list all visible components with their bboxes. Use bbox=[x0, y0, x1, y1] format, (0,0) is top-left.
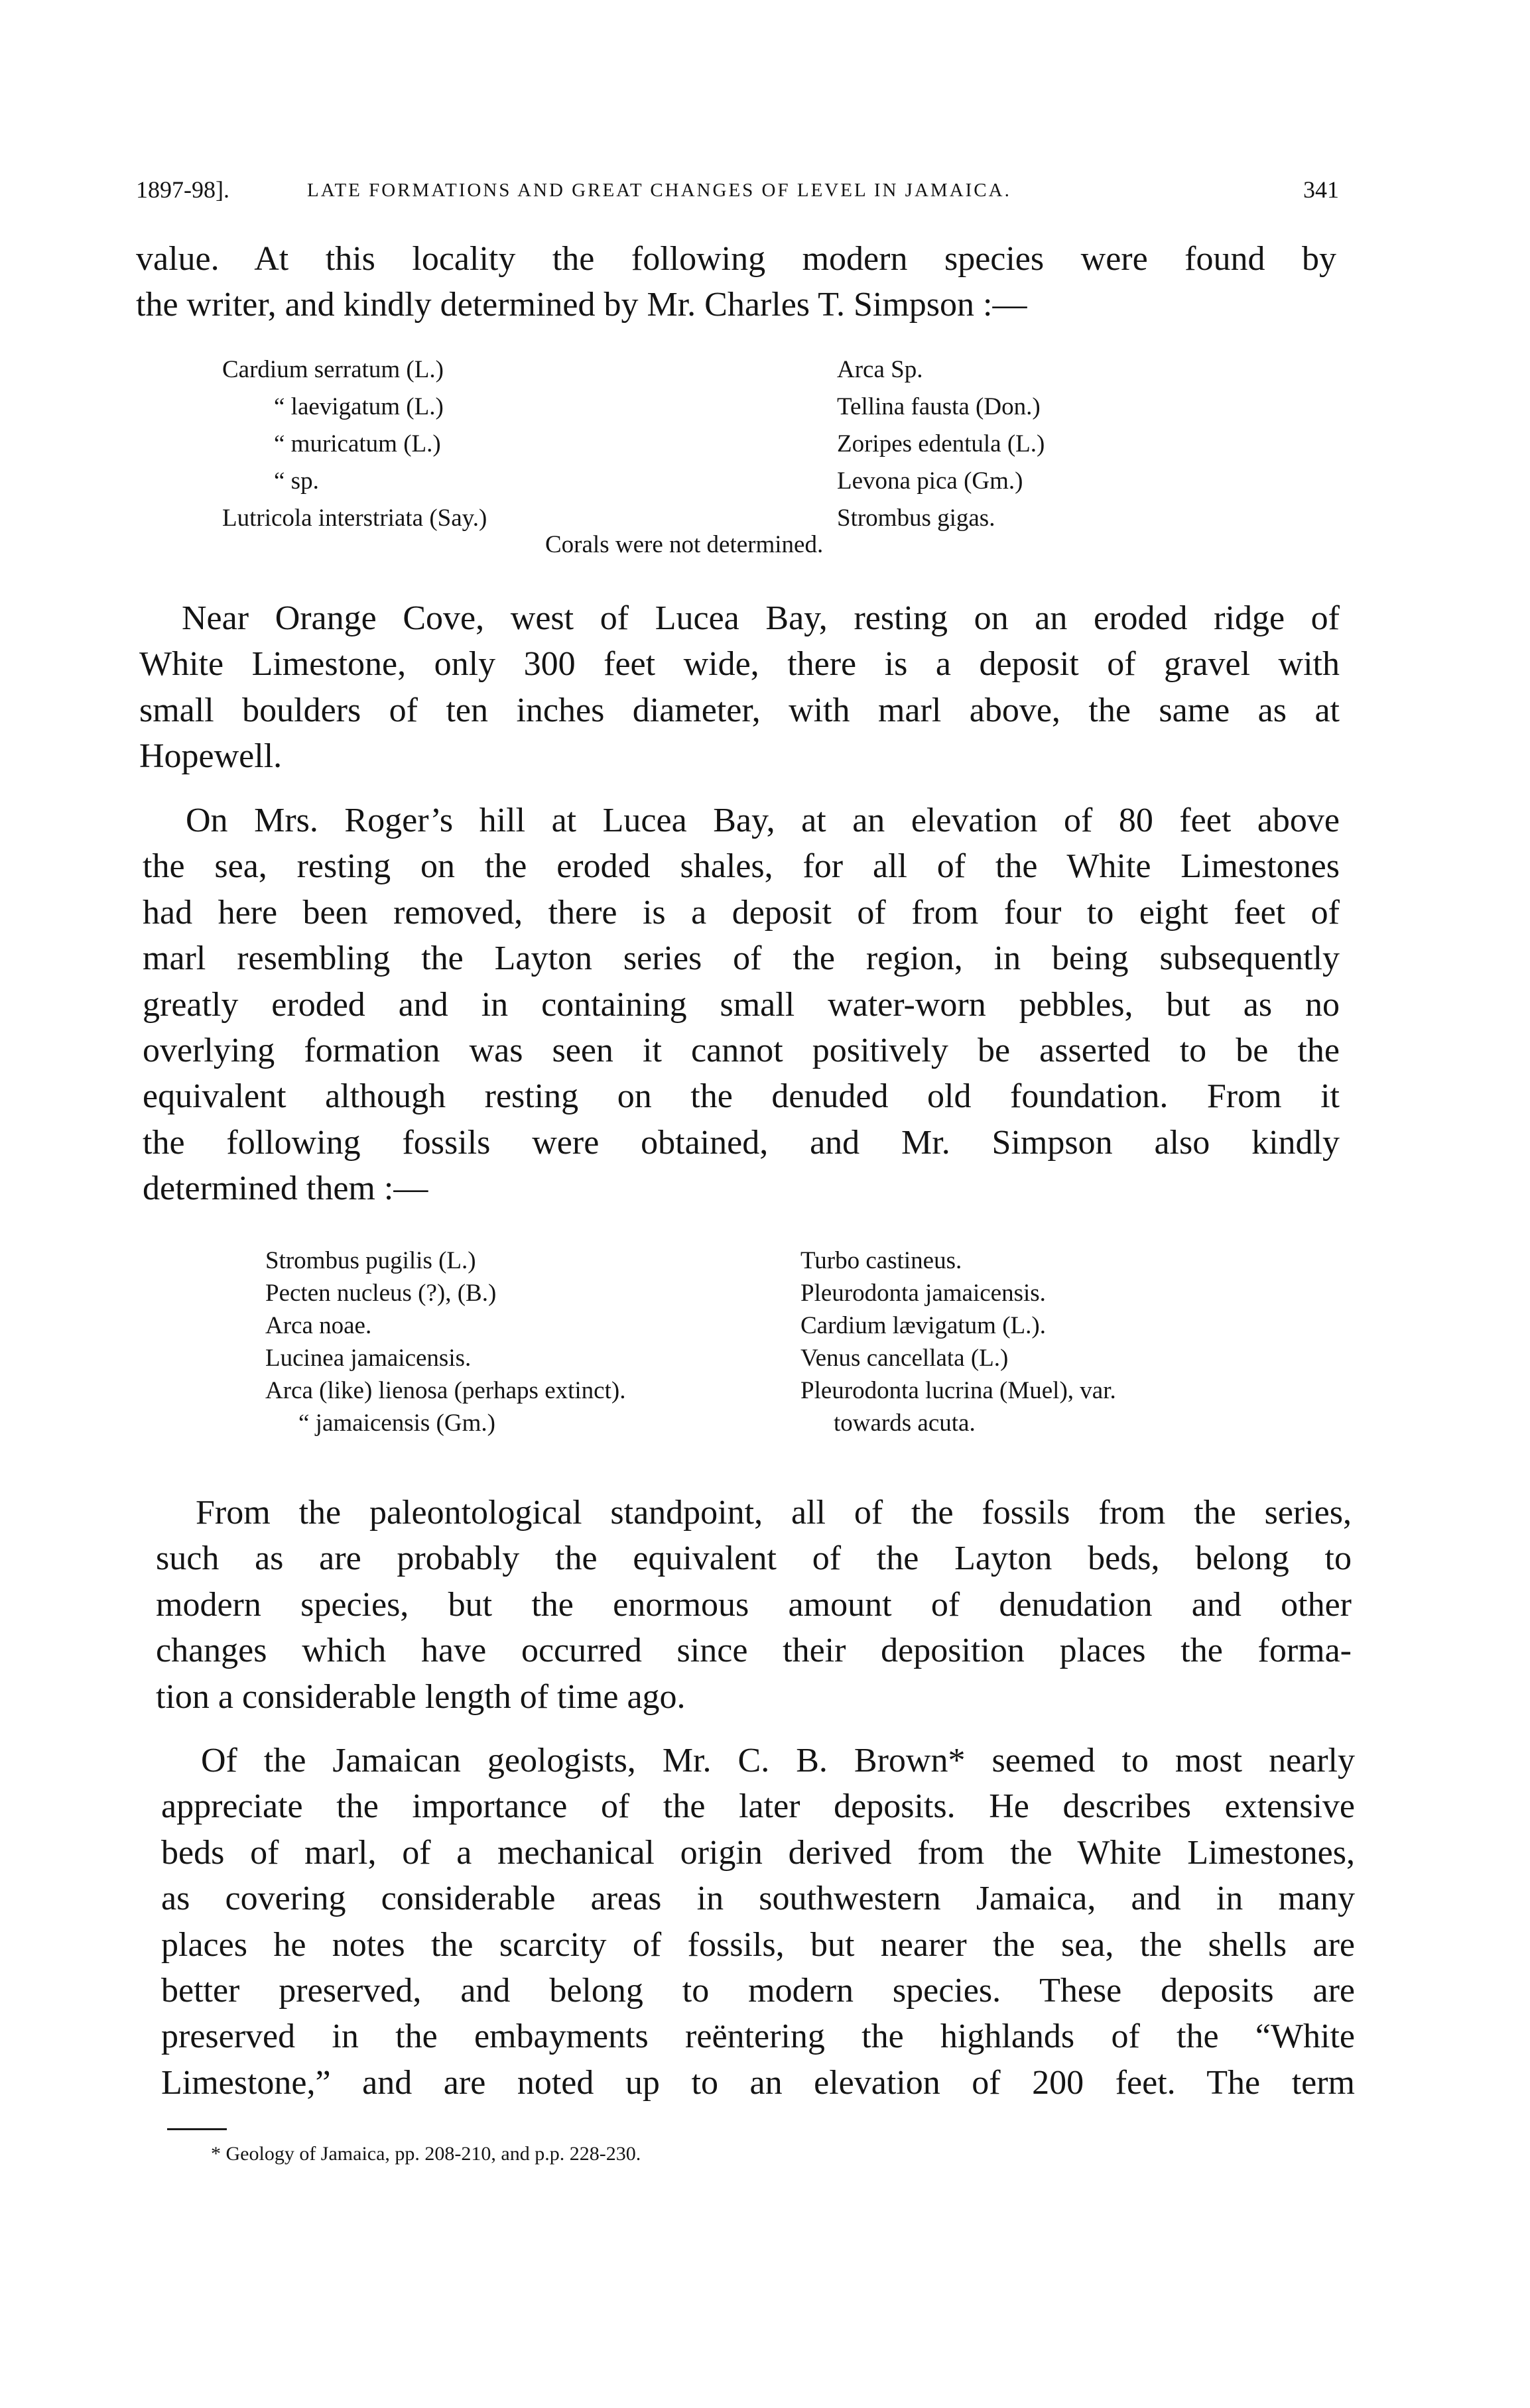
list-item: “ sp. bbox=[274, 467, 319, 495]
running-header bbox=[136, 176, 1339, 215]
species-list-1-right bbox=[837, 351, 1045, 537]
paragraph-5 bbox=[161, 1738, 1355, 2106]
text-line: greatly eroded and in containing small water-worn pebbles, but as no bbox=[143, 985, 1340, 1024]
text-line: appreciate the importance of the later deposits. He describes extensive bbox=[161, 1787, 1355, 1826]
header-year: 1897-98]. bbox=[136, 176, 229, 203]
text-line: overlying formation was seen it cannot positively be asserted to be the bbox=[143, 1032, 1340, 1070]
text-line: equivalent although resting on the denuded old foundation. From it bbox=[143, 1077, 1340, 1116]
text-line: the following fossils were obtained, and Mr. Simpson also kindly bbox=[143, 1123, 1340, 1162]
text-line: value. At this locality the following modern species were found by bbox=[136, 240, 1336, 278]
text-line: such as are probably the equivalent of the Layton beds, belong to bbox=[156, 1539, 1352, 1578]
text-line: determined them :— bbox=[143, 1170, 428, 1208]
list-item: Lucinea jamaicensis. bbox=[265, 1345, 472, 1372]
paragraph-2 bbox=[139, 595, 1340, 780]
list-item: Arca (like) lienosa (perhaps extinct). bbox=[265, 1377, 626, 1404]
paragraph-1 bbox=[136, 236, 1336, 328]
paragraph-4 bbox=[156, 1490, 1352, 1720]
list-item: Arca Sp. bbox=[837, 356, 923, 383]
list-item: Cardium serratum (L.) bbox=[222, 356, 444, 383]
footnote-rule bbox=[167, 2128, 227, 2130]
list-item: Levona pica (Gm.) bbox=[837, 467, 1023, 495]
text-line: the writer, and kindly determined by Mr. Charles T. Simpson :— bbox=[136, 286, 1027, 324]
text-line: White Limestone, only 300 feet wide, there is a deposit of gravel with bbox=[139, 645, 1340, 684]
list-item: “ laevigatum (L.) bbox=[274, 393, 444, 420]
text-line: small boulders of ten inches diameter, with marl above, the same as at bbox=[139, 691, 1340, 729]
list-item: Pleurodonta jamaicensis. bbox=[800, 1280, 1046, 1307]
list-item: Cardium lævigatum (L.). bbox=[800, 1312, 1046, 1339]
list-item: Pecten nucleus (?), (B.) bbox=[265, 1280, 497, 1307]
text-line: beds of marl, of a mechanical origin derived from the White Limestones, bbox=[161, 1833, 1355, 1872]
text-line: preserved in the embayments reëntering the highlands of the “White bbox=[161, 2017, 1355, 2056]
list-item: “ muricatum (L.) bbox=[274, 430, 441, 457]
list-item: Venus cancellata (L.) bbox=[800, 1345, 1009, 1372]
text-line: marl resembling the Layton series of the region, in being subsequently bbox=[143, 939, 1340, 978]
list-item: towards acuta. bbox=[834, 1410, 976, 1437]
list-item: Lutricola interstriata (Say.) bbox=[222, 505, 487, 532]
list-item: Arca noae. bbox=[265, 1312, 372, 1339]
text-line: as covering considerable areas in southwestern Jamaica, and in many bbox=[161, 1880, 1355, 1918]
page-number: 341 bbox=[1303, 176, 1339, 203]
list-item: Strombus pugilis (L.) bbox=[265, 1247, 476, 1274]
list-item: Turbo castineus. bbox=[800, 1247, 962, 1274]
text-line: had here been removed, there is a deposit of from four to eight feet of bbox=[143, 893, 1340, 932]
text-line: tion a considerable length of time ago. bbox=[156, 1677, 686, 1716]
paragraph-3 bbox=[143, 798, 1340, 1212]
list-item: “ jamaicensis (Gm.) bbox=[298, 1410, 495, 1437]
text-line: places he notes the scarcity of fossils, but nearer the sea, the shells are bbox=[161, 1925, 1355, 1964]
text-line: the sea, resting on the eroded shales, for all of the White Limestones bbox=[143, 847, 1340, 886]
text-line: Hopewell. bbox=[139, 737, 283, 776]
corals-note: Corals were not determined. bbox=[545, 531, 824, 558]
list-item: Zoripes edentula (L.) bbox=[837, 430, 1045, 457]
text-line: better preserved, and belong to modern species. These deposits are bbox=[161, 1972, 1355, 2010]
text-line: modern species, but the enormous amount of denudation and other bbox=[156, 1585, 1352, 1624]
text-line: Near Orange Cove, west of Lucea Bay, resting on an eroded ridge of bbox=[182, 599, 1340, 637]
text-line: On Mrs. Roger’s hill at Lucea Bay, at an elevation of 80 feet above bbox=[186, 802, 1340, 839]
species-list-1-left bbox=[222, 351, 487, 537]
list-item: Tellina fausta (Don.) bbox=[837, 393, 1041, 420]
species-list-2-left bbox=[265, 1244, 625, 1439]
text-line: changes which have occurred since their deposition places the forma- bbox=[156, 1632, 1352, 1670]
species-list-2-right bbox=[800, 1244, 1116, 1439]
text-line: Limestone,” and are noted up to an elevation of 200 feet. The term bbox=[161, 2063, 1355, 2102]
list-item: Strombus gigas. bbox=[837, 505, 995, 532]
list-item: Pleurodonta lucrina (Muel), var. bbox=[800, 1377, 1116, 1404]
header-title: LATE FORMATIONS AND GREAT CHANGES OF LEVEL IN JAMAICA. bbox=[307, 180, 1011, 201]
text-line: Of the Jamaican geologists, Mr. C. B. Brown* seemed to most nearly bbox=[201, 1742, 1355, 1779]
footnote: * Geology of Jamaica, pp. 208-210, and p.p. 228-230. bbox=[211, 2143, 641, 2165]
text-line: From the paleontological standpoint, all of the fossils from the series, bbox=[196, 1494, 1352, 1532]
